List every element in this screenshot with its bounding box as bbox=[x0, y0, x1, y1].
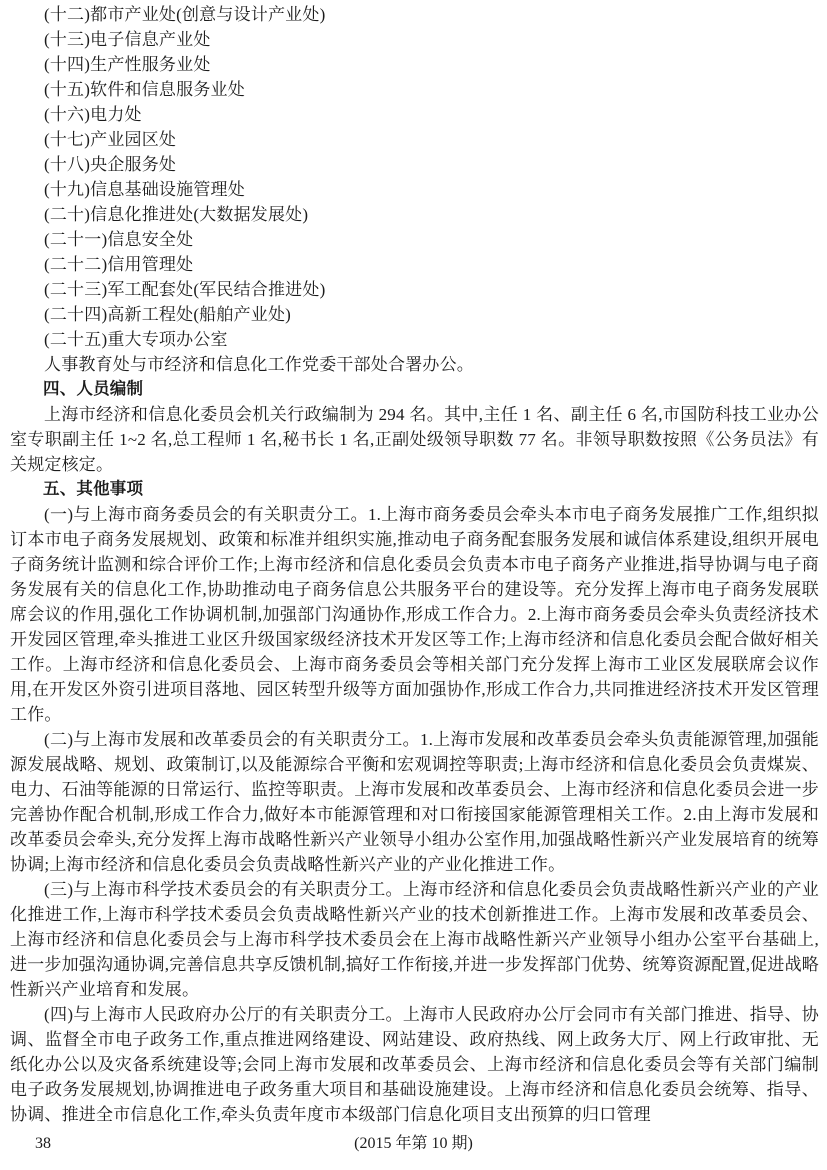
paragraph-staffing: 上海市经济和信息化委员会机关行政编制为 294 名。其中,主任 1 名、副主任 6 名,市国防科技工业办公室专职副主任 1~2 名,总工程师 1 名,秘书长 1 名,正副处级领导职数 77 名。非领导职数按照《公务员法》有关规定核定。 bbox=[10, 405, 819, 474]
page-footer bbox=[0, 1131, 827, 1156]
department-list-item-20: (二十)信息化推进处(大数据发展处) bbox=[44, 205, 309, 224]
department-list-item-18: (十八)央企服务处 bbox=[44, 155, 177, 174]
section-heading-staffing: 四、人员编制 bbox=[43, 380, 144, 398]
department-list-item-14: (十四)生产性服务业处 bbox=[44, 55, 211, 74]
department-list-item-22: (二十二)信用管理处 bbox=[44, 255, 194, 274]
paragraph-division-science-tech: (三)与上海市科学技术委员会的有关职责分工。上海市经济和信息化委员会负责战略性新兴产业的产业化推进工作,上海市科学技术委员会负责战略性新兴产业的技术创新推进工作。上海市发展和改革委员会、上海市经济和信息化委员会与上海市科学技术委员会在上海市战略性新兴产业领导小组办公室平台基础上,进一步加强沟通协调,完善信息共享反馈机制,搞好工作衔接,并进一步发挥部门优势、统筹资源配置,促进战略性新兴产业培育和发展。 bbox=[10, 880, 819, 999]
department-list-item-12: (十二)都市产业处(创意与设计产业处) bbox=[44, 5, 326, 24]
journal-issue: (2015 年第 10 期) bbox=[354, 1135, 473, 1152]
paragraph-division-gov-office: (四)与上海市人民政府办公厅的有关职责分工。上海市人民政府办公厅会同市有关部门推进、指导、协调、监督全市电子政务工作,重点推进网络建设、网站建设、政府热线、网上政务大厅、网上行政审批、无纸化办公以及灾备系统建设等;会同上海市发展和改革委员会、上海市经济和信息化委员会等有关部门编制电子政务发展规划,协调推进电子政务重大项目和基础设施建设。上海市经济和信息化委员会统筹、指导、协调、推进全市信息化工作,牵头负责年度市本级部门信息化项目支出预算的归口管理 bbox=[10, 1005, 819, 1124]
department-list-item-19: (十九)信息基础设施管理处 bbox=[44, 180, 245, 199]
department-list-item-23: (二十三)军工配套处(军民结合推进处) bbox=[44, 280, 326, 299]
department-list-item-13: (十三)电子信息产业处 bbox=[44, 30, 211, 49]
department-list-item-16: (十六)电力处 bbox=[44, 105, 142, 124]
department-list-item-24: (二十四)高新工程处(船舶产业处) bbox=[44, 305, 292, 324]
department-list-item-21: (二十一)信息安全处 bbox=[44, 230, 194, 249]
page-number: 38 bbox=[35, 1135, 51, 1152]
paragraph-division-development-reform: (二)与上海市发展和改革委员会的有关职责分工。1.上海市发展和改革委员会牵头负责能源管理,加强能源发展战略、规划、政策制订,以及能源综合平衡和宏观调控等职责;上海市经济和信息化委员会负责煤炭、电力、石油等能源的日常运行、监控等职责。上海市发展和改革委员会、上海市经济和信息化委员会进一步完善协作配合机制,形成工作合力,做好本市能源管理和对口衔接国家能源管理相关工作。2.由上海市发展和改革委员会牵头,充分发挥上海市战略性新兴产业领导小组办公室作用,加强战略性新兴产业发展培育的统筹协调;上海市经济和信息化委员会负责战略性新兴产业的产业化推进工作。 bbox=[10, 730, 819, 874]
department-list-item-25: (二十五)重大专项办公室 bbox=[44, 330, 228, 349]
section-heading-other-matters: 五、其他事项 bbox=[43, 480, 144, 498]
department-list-item-17: (十七)产业园区处 bbox=[44, 130, 177, 149]
note-co-office: 人事教育处与市经济和信息化工作党委干部处合署办公。 bbox=[44, 355, 474, 374]
department-list-item-15: (十五)软件和信息服务业处 bbox=[44, 80, 245, 99]
paragraph-division-commerce: (一)与上海市商务委员会的有关职责分工。1.上海市商务委员会牵头本市电子商务发展推广工作,组织拟订本市电子商务发展规划、政策和标准并组织实施,推动电子商务配套服务发展和诚信体系建设,组织开展电子商务统计监测和综合评价工作;上海市经济和信息化委员会负责本市电子商务产业推进,指导协调与电子商务发展有关的信息化工作,协助推动电子商务信息公共服务平台的建设等。充分发挥上海市电子商务发展联席会议的作用,强化工作协调机制,加强部门沟通协作,形成工作合力。2.上海市商务委员会牵头负责经济技术开发园区管理,牵头推进工业区升级国家级经济技术开发区等工作;上海市经济和信息化委员会配合做好相关工作。上海市经济和信息化委员会、上海市商务委员会等相关部门充分发挥上海市工业区发展联席会议作用,在开发区外资引进项目落地、园区转型升级等方面加强协作,形成工作合力,共同推进经济技术开发区管理工作。 bbox=[10, 505, 819, 724]
document-body bbox=[10, 2, 819, 1127]
